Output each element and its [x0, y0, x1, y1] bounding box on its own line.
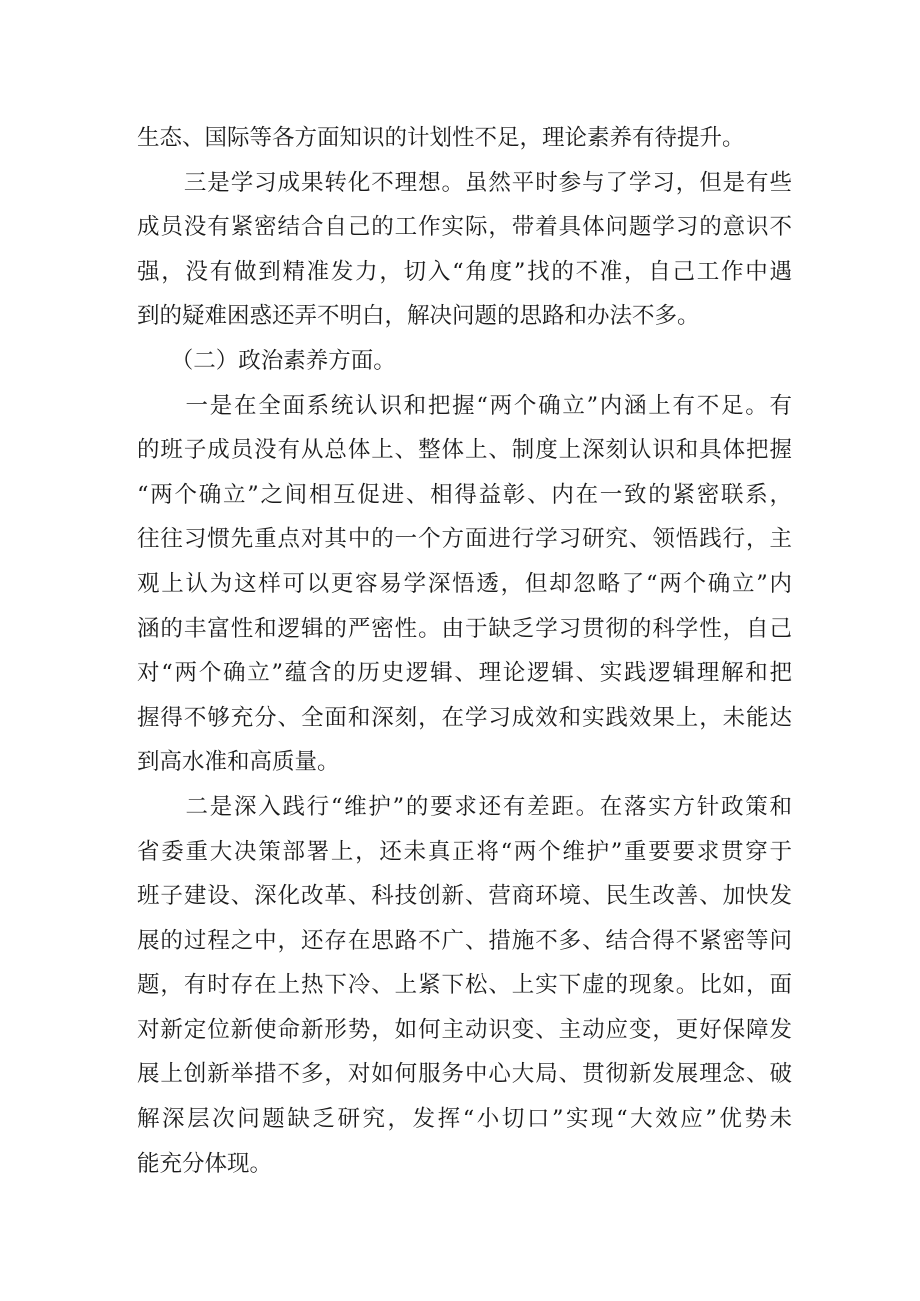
- text-line: 展的过程之中，还存在思路不广、措施不多、结合得不紧密等问: [137, 927, 792, 954]
- paragraph-continuation: [137, 116, 792, 161]
- text-line: 涵的丰富性和逻辑的严密性。由于缺乏学习贯彻的科学性，自己: [137, 615, 792, 642]
- text-line: 生态、国际等各方面知识的计划性不足，理论素养有待提升。: [137, 125, 745, 151]
- text-line: 三是学习成果转化不理想。虽然平时参与了学习，但是有些: [137, 169, 792, 196]
- heading-line: （二）政治素养方面。: [137, 347, 396, 374]
- text-line: 的班子成员没有从总体上、整体上、制度上深刻认识和具体把握: [137, 437, 792, 464]
- text-line: 到的疑难困惑还弄不明白，解决问题的思路和办法不多。: [137, 303, 700, 330]
- text-line: 握得不够充分、全面和深刻，在学习成效和实践效果上，未能达: [137, 704, 792, 731]
- text-line: 班子建设、深化改革、科技创新、营商环境、民生改善、加快发: [137, 883, 792, 910]
- text-line: 对新定位新使命新形势，如何主动识变、主动应变，更好保障发: [137, 1016, 792, 1043]
- text-line: 到高水准和高质量。: [137, 749, 340, 776]
- text-line: 观上认为这样可以更容易学深悟透，但却忽略了“两个确立”内: [137, 570, 792, 597]
- text-line: “两个确立”之间相互促进、相得益彰、内在一致的紧密联系，: [137, 481, 792, 508]
- paragraph-point-one: [137, 384, 792, 785]
- text-line: 题，有时存在上热下冷、上紧下松、上实下虚的现象。比如，面: [137, 972, 792, 999]
- paragraph-point-three: [137, 161, 792, 339]
- text-line: 展上创新举措不多，对如何服务中心大局、贯彻新发展理念、破: [137, 1061, 792, 1088]
- text-line: 二是深入践行“维护”的要求还有差距。在落实方针政策和: [137, 793, 792, 820]
- text-line: 成员没有紧密结合自己的工作实际，带着具体问题学习的意识不: [137, 214, 792, 241]
- section-heading: [137, 339, 792, 384]
- text-line: 对“两个确立”蕴含的历史逻辑、理论逻辑、实践逻辑理解和把: [137, 660, 792, 687]
- text-line: 往往习惯先重点对其中的一个方面进行学习研究、领悟践行，主: [137, 526, 792, 553]
- text-line: 省委重大决策部署上，还未真正将“两个维护”重要要求贯穿于: [137, 838, 792, 865]
- text-line: 一是在全面系统认识和把握“两个确立”内涵上有不足。有: [137, 392, 792, 419]
- text-line: 解深层次问题缺乏研究，发挥“小切口”实现“大效应”优势未: [137, 1106, 792, 1133]
- paragraph-point-two: [137, 785, 792, 1186]
- text-line: 能充分体现。: [137, 1150, 273, 1177]
- text-line: 强，没有做到精准发力，切入“角度”找的不准，自己工作中遇: [137, 258, 792, 285]
- document-body: [137, 116, 792, 1186]
